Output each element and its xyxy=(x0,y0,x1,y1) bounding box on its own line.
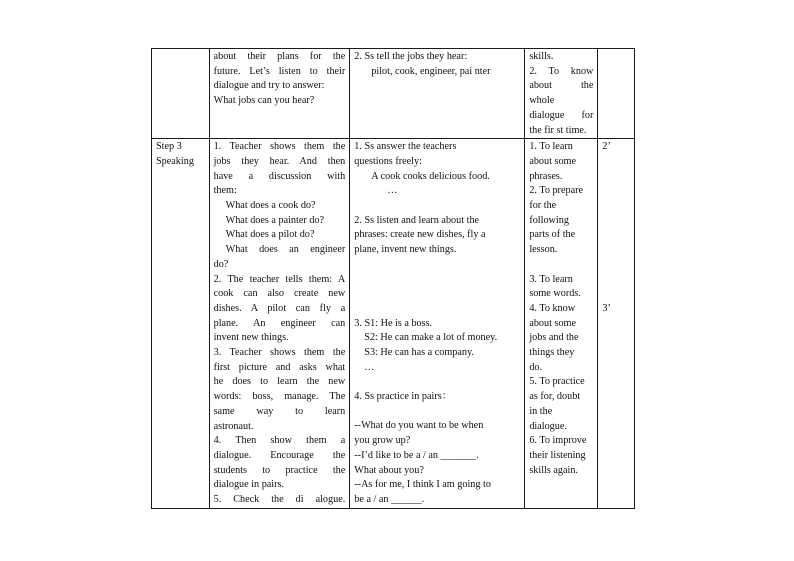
text-line: 1. To learn xyxy=(529,141,573,153)
text-line: lesson. xyxy=(529,244,558,256)
text-line: … xyxy=(387,185,398,197)
text-line: 5. To practice xyxy=(529,376,585,388)
text-line xyxy=(602,287,630,302)
text-line: 2. Ss tell the jobs they hear: xyxy=(354,51,468,62)
text-line: 6. To improve xyxy=(529,435,587,447)
text-line: them: xyxy=(213,185,237,197)
text-line: astronaut. xyxy=(213,420,254,432)
student-activity-cell xyxy=(350,139,525,509)
text-line: skills again. xyxy=(529,464,578,476)
text-line xyxy=(354,302,520,317)
text-line: What does an engineer xyxy=(225,244,346,256)
text-line: What does a pilot do? xyxy=(225,229,315,241)
student-activity-cell xyxy=(350,49,525,139)
text-line: What about you? xyxy=(354,464,424,476)
text-line: 3. S1: He is a boss. xyxy=(354,317,433,329)
text-line: students to practice the xyxy=(213,464,346,476)
text-line: cook can also create new xyxy=(213,288,346,300)
text-line: in the xyxy=(529,405,553,417)
text-line: about some xyxy=(529,155,576,167)
text-line: dialogue in pairs. xyxy=(213,479,285,491)
time-cell xyxy=(598,49,635,139)
text-line xyxy=(602,243,630,258)
text-line xyxy=(602,184,630,199)
text-line: pilot, cook, engineer, pai nter xyxy=(371,65,491,77)
text-line: 2. To know xyxy=(529,65,594,77)
text-line xyxy=(354,199,520,214)
text-line: dialogue. xyxy=(529,420,567,432)
step-cell xyxy=(152,49,210,139)
text-line xyxy=(602,214,630,229)
text-line: do. xyxy=(529,361,543,373)
table-row xyxy=(152,49,635,139)
text-line: same way to learn xyxy=(213,405,346,417)
purpose-cell xyxy=(525,139,598,509)
table-row xyxy=(152,139,635,509)
text-line: 2. Ss listen and learn about the xyxy=(354,214,480,226)
text-line: as for, doubt xyxy=(529,391,581,403)
text-line: jobs they hear. And then xyxy=(213,155,346,167)
text-line: whole xyxy=(529,95,555,107)
text-line: 1. Ss answer the teachers xyxy=(354,141,457,153)
text-line: A cook cooks delicious food. xyxy=(371,170,490,182)
text-line: dialogue for xyxy=(529,109,594,121)
text-line xyxy=(602,199,630,214)
text-line: Step 3 xyxy=(156,141,182,153)
text-line: words: boss, manage. The xyxy=(213,391,346,403)
text-line xyxy=(354,375,520,390)
text-line: you grow up? xyxy=(354,435,411,447)
text-line: What does a painter do? xyxy=(225,214,325,226)
text-line: skills. xyxy=(529,51,554,62)
text-line: 3. To learn xyxy=(529,273,573,285)
text-line: 4. To know xyxy=(529,302,576,314)
text-line: … xyxy=(364,361,375,373)
text-line xyxy=(354,287,520,302)
text-line: the fir st time. xyxy=(529,124,587,136)
step-cell xyxy=(152,139,210,509)
text-line: 3. Teacher shows them the xyxy=(213,347,346,359)
text-line: 5. Check the di alogue. xyxy=(213,494,346,506)
text-line xyxy=(529,258,593,273)
text-line: Speaking xyxy=(156,155,194,167)
text-line: jobs and the xyxy=(529,332,579,344)
text-line: questions freely: xyxy=(354,155,422,167)
text-line: S3: He can has a company. xyxy=(364,346,474,358)
text-line: following xyxy=(529,214,569,226)
text-line: about their plans for the xyxy=(213,51,346,62)
text-line: future. Let’s listen to their xyxy=(213,65,346,77)
text-line: first picture and asks what xyxy=(213,361,346,373)
text-line xyxy=(602,258,630,273)
text-line: plane. An engineer can xyxy=(213,317,346,329)
text-line: invent new things. xyxy=(213,332,289,344)
text-line: What does a cook do? xyxy=(225,200,316,212)
text-line: S2: He can make a lot of money. xyxy=(364,332,498,344)
text-line: dialogue and try to answer: xyxy=(213,80,325,92)
text-line: --What do you want to be when xyxy=(354,420,484,432)
text-line: their listening xyxy=(529,449,586,461)
text-line: have a discussion with xyxy=(213,170,346,182)
text-line: phrases. xyxy=(529,170,563,182)
text-line xyxy=(602,272,630,287)
text-line: What jobs can you hear? xyxy=(213,95,315,107)
text-line xyxy=(354,273,520,288)
time-cell xyxy=(598,139,635,509)
text-line: he does to learn the new xyxy=(213,376,346,388)
text-line: 3’ xyxy=(602,302,611,314)
text-line: --As for me, I think I am going to xyxy=(354,479,491,491)
text-line: do? xyxy=(213,258,229,270)
text-line: for the xyxy=(529,200,557,212)
text-line: 2. To prepare xyxy=(529,185,584,197)
text-line: plane, invent new things. xyxy=(354,244,457,256)
text-line: dishes. A pilot can fly a xyxy=(213,302,346,314)
text-line xyxy=(354,405,520,420)
text-line xyxy=(602,170,630,185)
text-line: 2’ xyxy=(602,141,611,153)
purpose-cell xyxy=(525,49,598,139)
text-line: some words. xyxy=(529,288,581,300)
text-line xyxy=(354,258,520,273)
lesson-plan-table xyxy=(151,48,635,509)
text-line: parts of the xyxy=(529,229,576,241)
text-line: 1. Teacher shows them the xyxy=(213,141,346,153)
text-line: about some xyxy=(529,317,576,329)
text-line: phrases: create new dishes, fly a xyxy=(354,229,486,241)
teacher-activity-cell xyxy=(209,49,350,139)
text-line xyxy=(602,228,630,243)
text-line: 4. Then show them a xyxy=(213,435,346,447)
text-line: dialogue. Encourage the xyxy=(213,449,346,461)
text-line: be a / an ______. xyxy=(354,493,425,505)
teacher-activity-cell xyxy=(209,139,350,509)
text-line: about the xyxy=(529,80,594,92)
text-line xyxy=(602,155,630,170)
text-line: --I’d like to be a / an _______. xyxy=(354,449,479,461)
text-line: 4. Ss practice in pairs： xyxy=(354,391,452,403)
text-line: things they xyxy=(529,347,575,359)
text-line: 2. The teacher tells them: A xyxy=(213,273,346,285)
